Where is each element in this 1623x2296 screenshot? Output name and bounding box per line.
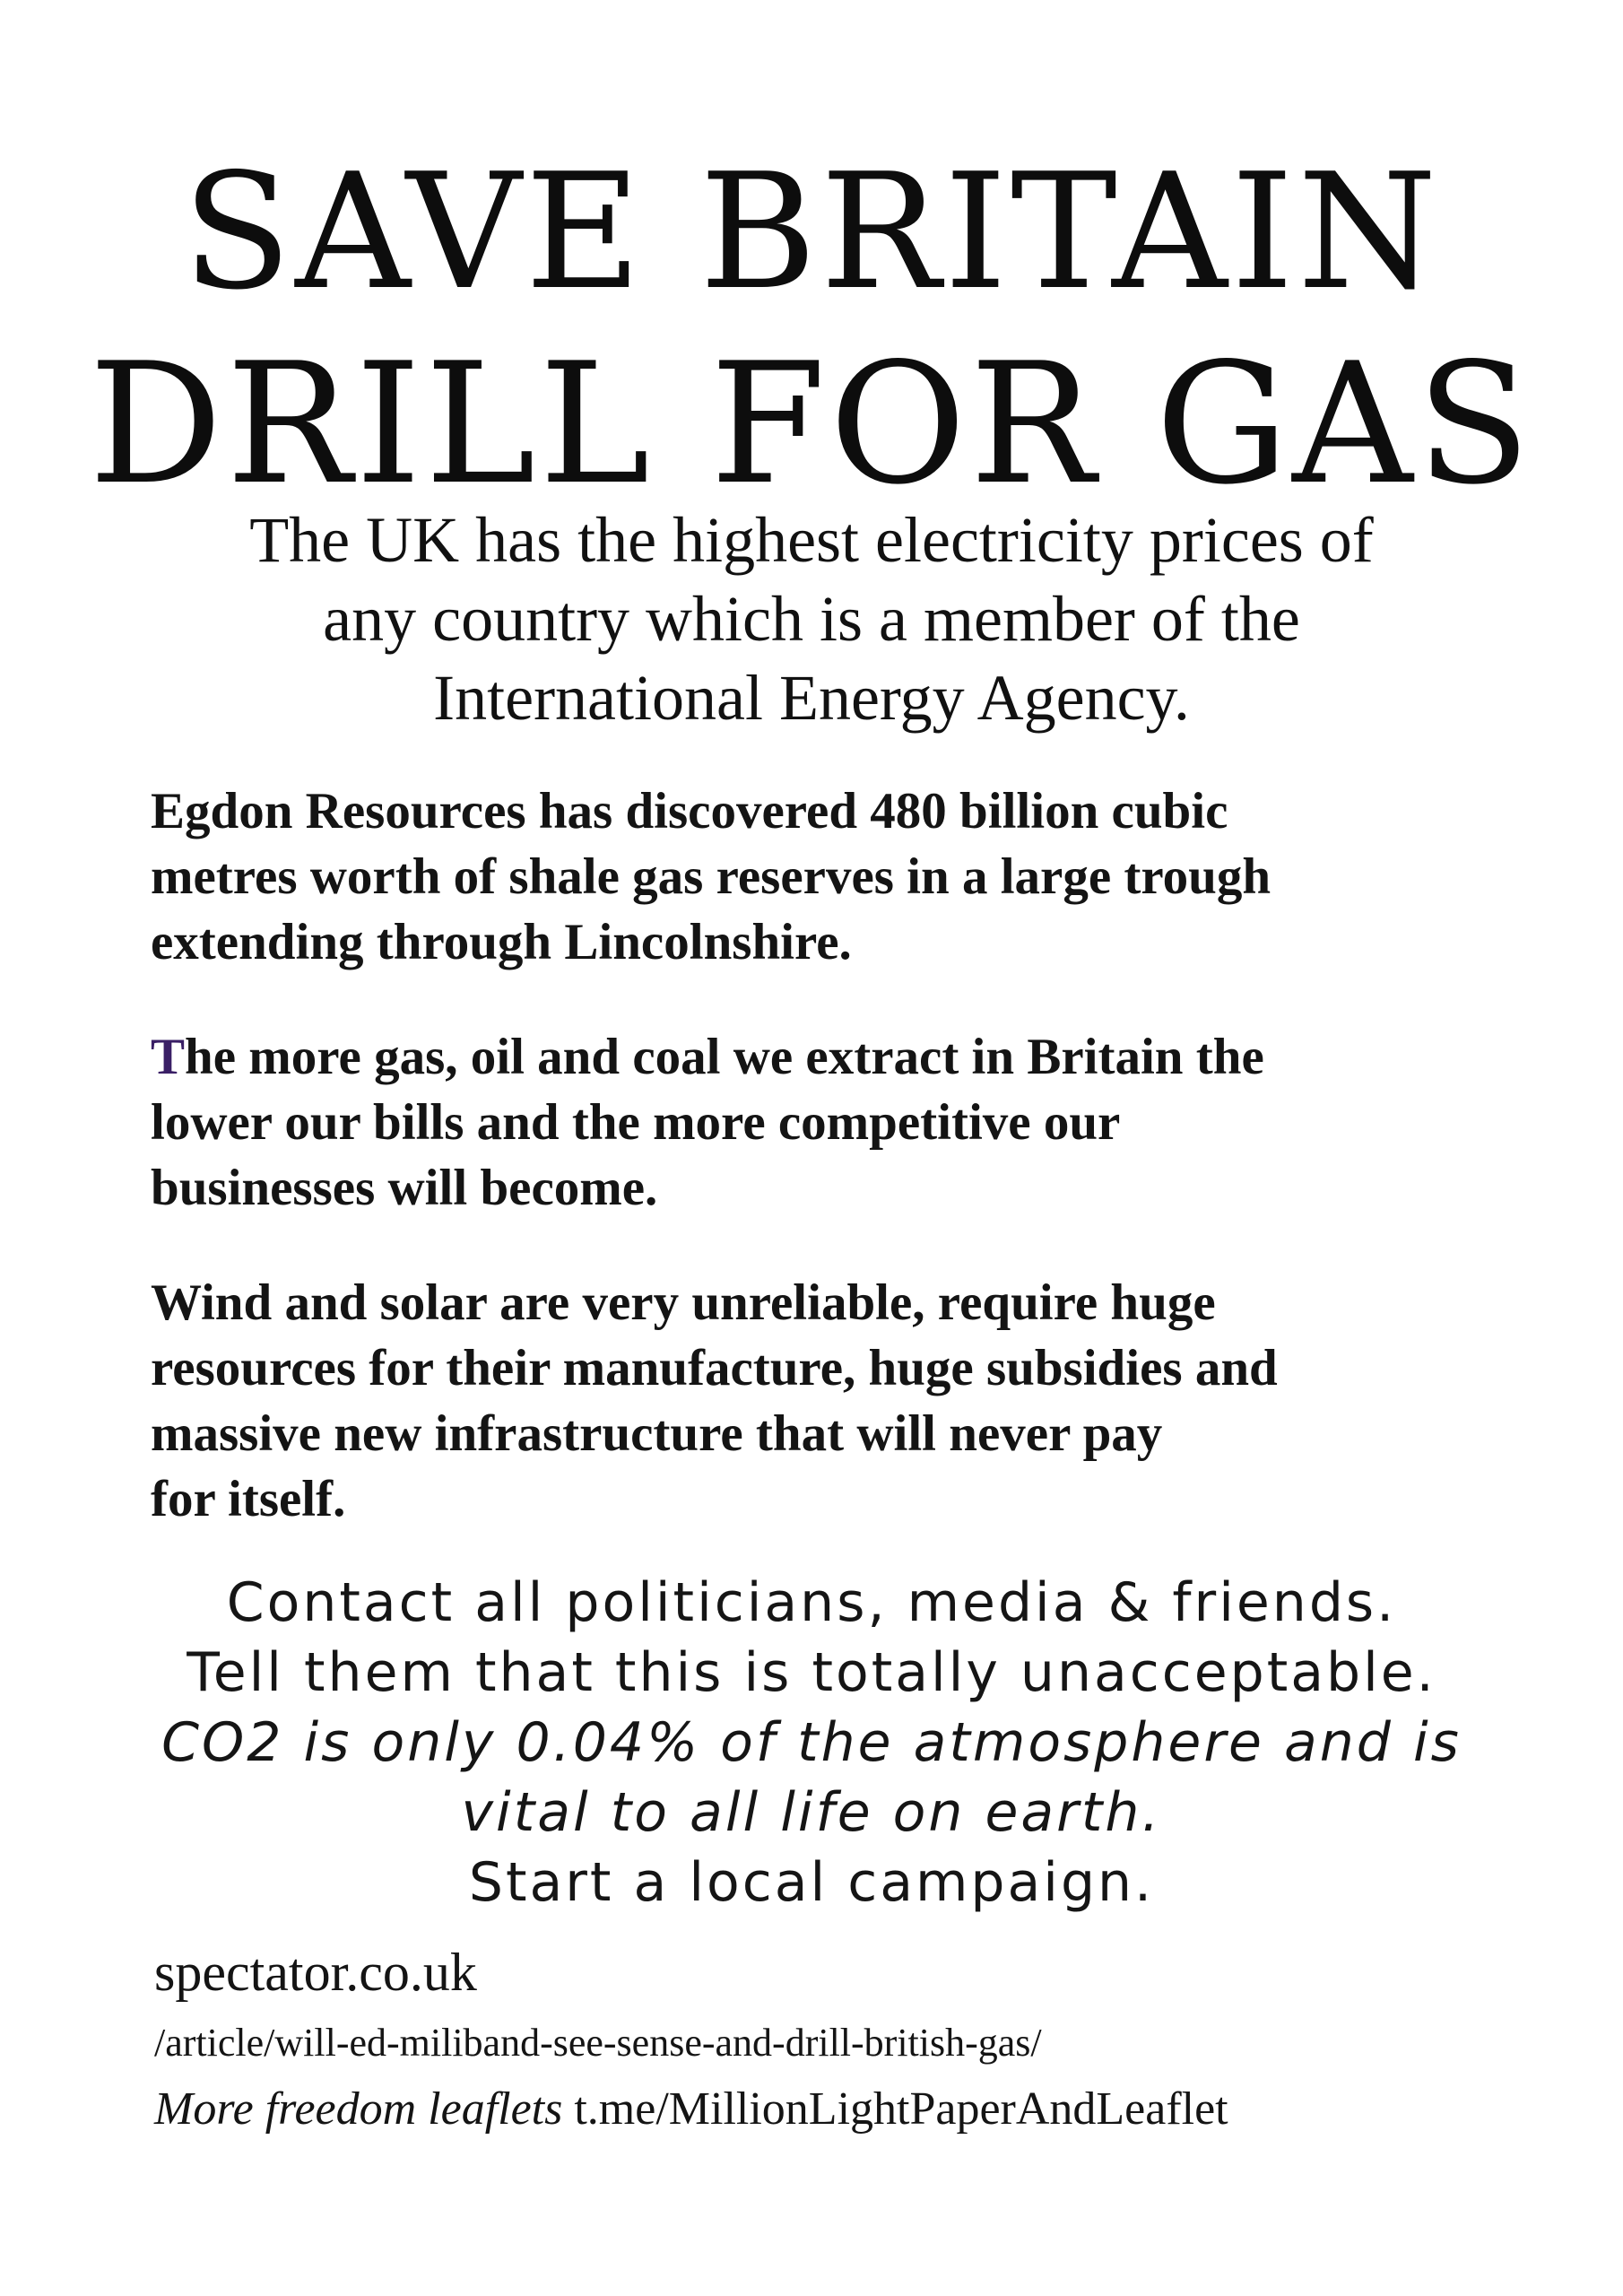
paragraph-line: Egdon Resources has discovered 480 billion cubic <box>151 783 1228 839</box>
intro-statement <box>90 500 1533 737</box>
paragraph-line: businesses will become. <box>151 1160 658 1216</box>
paragraph-line: Wind and solar are very unreliable, require huge <box>151 1274 1216 1331</box>
paragraph-line-rest: he more gas, oil and coal we extract in Britain the <box>185 1029 1264 1085</box>
more-leaflets-label: More freedom leaflets <box>154 2083 563 2135</box>
paragraph-shale-discovery <box>151 778 1496 975</box>
intro-line: any country which is a member of the <box>323 583 1300 655</box>
paragraph-line: massive new infrastructure that will never pay <box>151 1405 1163 1462</box>
intro-line: The UK has the highest electricity prices of <box>249 504 1374 576</box>
source-domain: spectator.co.uk <box>154 1943 477 2002</box>
call-to-action <box>72 1568 1551 1918</box>
source-article-path: /article/will-ed-miliband-see-sense-and-drill-british-gas/ <box>154 2021 1042 2065</box>
headline-line-1: SAVE BRITAIN <box>182 139 1441 325</box>
cta-italic-line: CO2 is only 0.04% of the atmosphere and is <box>161 1711 1462 1774</box>
paragraph-first-letter: T <box>151 1029 186 1085</box>
cta-italic-line: vital to all life on earth. <box>461 1781 1162 1844</box>
paragraph-extraction-benefits <box>151 1024 1496 1221</box>
paragraph-wind-solar <box>151 1270 1496 1532</box>
paragraph-line: metres worth of shale gas reserves in a large trough <box>151 848 1271 905</box>
headline-line-2: DRILL FOR GAS <box>89 326 1534 521</box>
paragraph-line: for itself. <box>151 1471 346 1527</box>
more-leaflets-link: t.me/MillionLightPaperAndLeaflet <box>574 2083 1228 2135</box>
cta-line: Contact all politicians, media & friends. <box>226 1571 1397 1634</box>
paragraph-line: resources for their manufacture, huge subsidies and <box>151 1340 1278 1396</box>
paragraph-line: lower our bills and the more competitive our <box>151 1094 1121 1151</box>
more-leaflets-line <box>154 2083 1228 2135</box>
cta-line: Start a local campaign. <box>468 1851 1155 1914</box>
intro-line: International Energy Agency. <box>433 662 1190 734</box>
paragraph-line <box>151 1024 1496 1090</box>
cta-line: Tell them that this is totally unacceptable. <box>187 1641 1436 1704</box>
paragraph-line: extending through Lincolnshire. <box>151 914 852 970</box>
